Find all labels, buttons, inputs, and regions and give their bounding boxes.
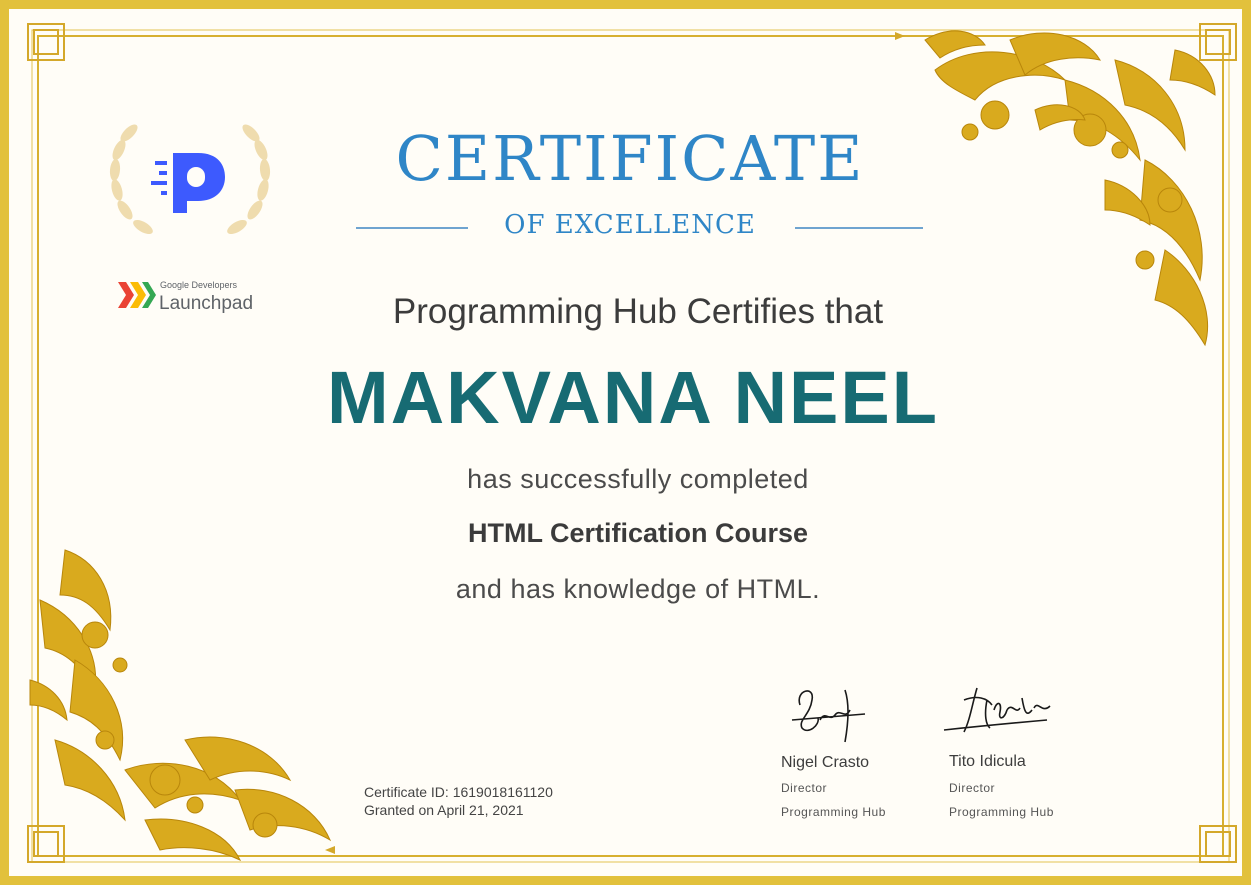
launchpad-label: Launchpad <box>159 293 254 314</box>
knowledge-text: and has knowledge of HTML. <box>455 574 821 604</box>
completed-text: has successfully completed <box>467 464 809 494</box>
signatory-name: Tito Idicula <box>949 753 1026 770</box>
certificate-subtitle: OF EXCELLENCE <box>504 210 756 240</box>
course-name: HTML Certification Course <box>467 518 809 548</box>
granted-date: Granted on April 21, 2021 <box>364 802 524 818</box>
google-chevron-icon <box>118 280 156 310</box>
signatory-title: Director <box>781 781 828 795</box>
programming-hub-logo <box>105 115 275 245</box>
recipient-name: MAKVANA NEEL <box>327 356 939 439</box>
google-developers-label: Google Developers <box>160 280 238 290</box>
certificate-title: CERTIFICATE <box>395 122 865 195</box>
signatory-org: Programming Hub <box>949 805 1054 819</box>
signature-nigel-crasto <box>790 680 870 750</box>
certificate-id: Certificate ID: 1619018161120 <box>364 784 553 800</box>
subtitle-divider-right <box>795 227 923 229</box>
certifies-text: Programming Hub Certifies that <box>392 292 884 331</box>
signatory-name: Nigel Crasto <box>781 754 870 771</box>
signature-tito-idicula <box>942 680 1057 740</box>
signatory-org: Programming Hub <box>781 805 886 819</box>
signatory-title: Director <box>949 781 996 795</box>
